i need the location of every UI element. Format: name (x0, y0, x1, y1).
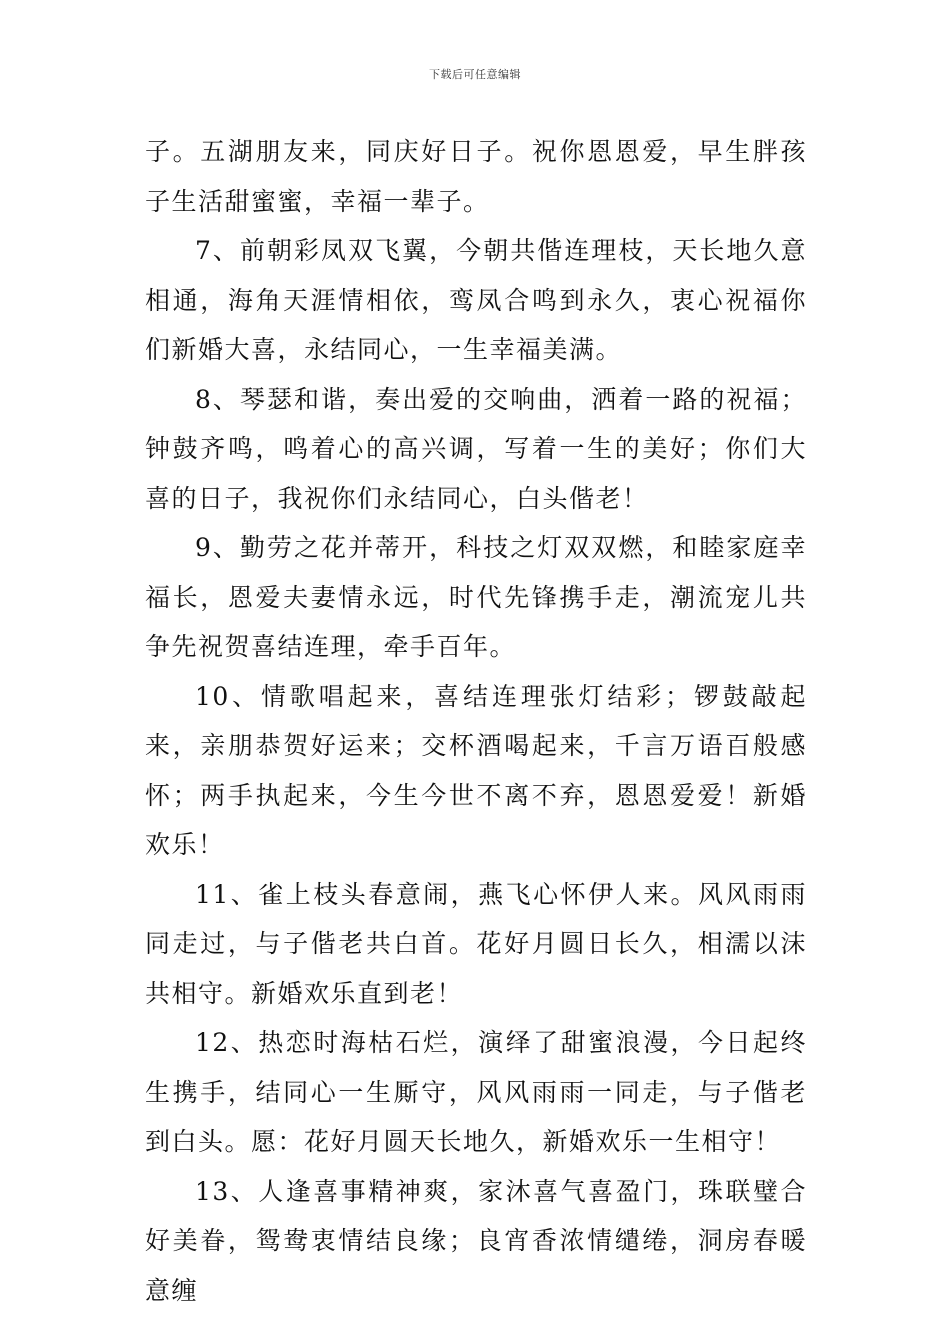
page-header: 下载后可任意编辑 (429, 68, 521, 81)
paragraph-3: 8、琴瑟和谐，奏出爱的交响曲，洒着一路的祝福；钟鼓齐鸣，鸣着心的高兴调，写着一生的美好；你们大喜的日子，我祝你们永结同心，白头偕老！ (145, 384, 807, 513)
paragraph-2: 7、前朝彩凤双飞翼，今朝共偕连理枝，天长地久意相通，海角天涯情相依，鸾凤合鸣到永久，衷心祝福你们新婚大喜，永结同心，一生幸福美满。 (145, 236, 807, 364)
paragraph-4: 9、勤劳之花并蒂开，科技之灯双双燃，和睦家庭幸福长，恩爱夫妻情永远，时代先锋携手走，潮流宠儿共争先祝贺喜结连理，牵手百年。 (145, 533, 807, 661)
paragraph-8: 13、人逢喜事精神爽，家沐喜气喜盈门，珠联璧合好美眷，鸳鸯衷情结良缘；良宵香浓情缱绻，洞房春暖意缠 (145, 1176, 807, 1305)
paragraph-7: 12、热恋时海枯石烂，演绎了甜蜜浪漫，今日起终生携手，结同心一生厮守，风风雨雨一同走，与子偕老到白头。愿：花好月圆天长地久，新婚欢乐一生相守！ (145, 1028, 807, 1156)
paragraph-6: 11、雀上枝头春意闹，燕飞心怀伊人来。风风雨雨同走过，与子偕老共白首。花好月圆日长久，相濡以沫共相守。新婚欢乐直到老！ (145, 879, 807, 1008)
paragraph-1: 子。五湖朋友来，同庆好日子。祝你恩恩爱，早生胖孩子生活甜蜜蜜，幸福一辈子。 (145, 137, 807, 216)
document-body (145, 127, 807, 1315)
paragraph-5: 10、情歌唱起来，喜结连理张灯结彩；锣鼓敲起来，亲朋恭贺好运来；交杯酒喝起来，千言万语百般感怀；两手执起来，今生今世不离不弃，恩恩爱爱！新婚欢乐！ (145, 681, 807, 859)
